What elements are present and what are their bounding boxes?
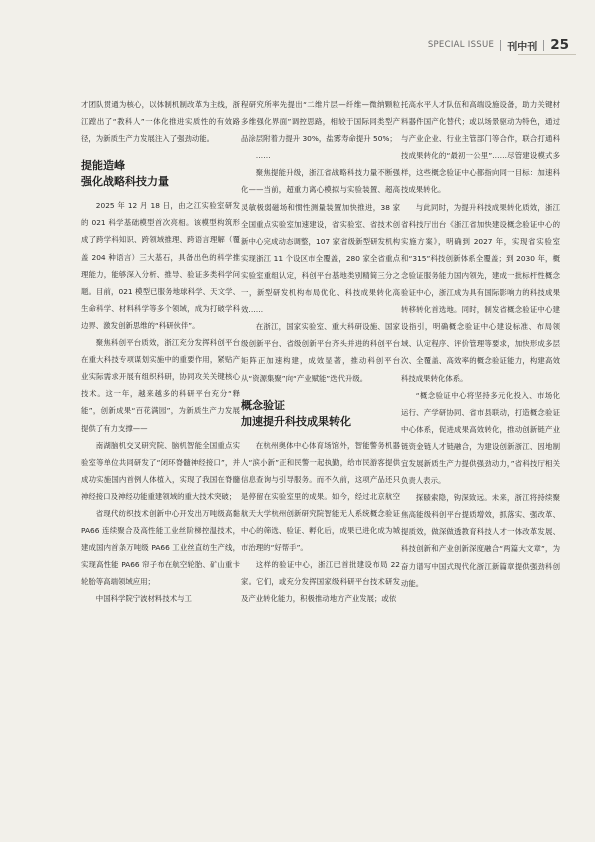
- header-rule: [518, 54, 576, 55]
- paragraph: 南湖脑机交叉研究院、脑机智能全国重点实验室等单位共同研发了“闭环脊髓神经接口”，并成功实施国内首例人体植入，实现了我国在脊髓神经接口及神经功能重建领域的重大技术突破；: [81, 440, 240, 501]
- ellipsis: ……: [255, 151, 271, 161]
- column-3: [401, 96, 560, 592]
- header-divider: [500, 40, 501, 51]
- running-header: [428, 36, 569, 54]
- paragraph: 在浙江，国家实验室、重大科研设施、国家级创新平台、省级创新平台齐头并进的科创平台矩阵正加速构建，成效显著，推动科创平台从“资源集聚”向“产业赋能”迭代升级。: [241, 322, 400, 383]
- section-heading-line: 加速提升科技成果转化: [241, 414, 351, 428]
- paragraph: 程研究所率先提出“二维片层—纤维—微纳颗粒多维强化界面”调控思路，相较于国际同类型产品涂层附着力提升 30%，盐雾寿命提升 50%；: [241, 100, 400, 144]
- column-2: [241, 96, 400, 608]
- section-heading-line: 强化战略科技力量: [81, 175, 169, 189]
- section-label: SPECIAL ISSUE: [427, 40, 495, 50]
- paragraph: 聚焦科创平台质效，浙江充分发挥科创平台在重大科技专项谋划实施中的重要作用，紧贴产业实际需求开展有组织科研，协同攻关关键核心技术。这一年，越来越多的科研平台充分“释能”，创新成果“百花满园”，为新质生产力发展提供了有力支撑——: [81, 338, 240, 433]
- section-heading-line: 概念验证: [241, 398, 285, 412]
- paragraph: 托高水平人才队伍和高端设施设备，助力关键材料器件国产化替代；或以场景驱动为特色，通过与产业企业、行业主管部门等合作，联合打通科技成果转化的“最初一公里”……尽管建设模式多样，这些概念验证中心都指向同一目标：加速科技成果转化。: [401, 100, 560, 195]
- paragraph: 2025 年 12 月 18 日，由之江实验室研发的 021 科学基础模型首次亮相。该模型构筑形成了跨学科知识、跨领域推理、跨语言理解（覆盖 204 种语言）三大基石，具备出色的科学推理能力，能够深入分析、推导、验证多类科学问题。目前，021 模型已服务地球科学、天文学、生命科学、材料科学等多个领域，成为打破学科边界、激发创新思维的“科研伙伴”。: [81, 201, 240, 330]
- publication-name: 刊中刊: [507, 41, 538, 53]
- paragraph: 聚焦提能升级，浙江省战略科技力量不断强化——当前，超重力离心模拟与实验装置、超高灵敏极弱磁场和惯性测量装置加快推进，38 家全国重点实验室加速建设，省实验室、省技术创新中心完成动态调整，107 家省级新型研发机构实现浙江 11 个设区市全覆盖，280 家全省重点实验室重组认定，科创平台基地类别精简三分之一，新型研发机构布局优化、科技成果转化高效……: [241, 168, 400, 315]
- paragraph: 在杭州奥体中心体育场馆外，智能警务机器人“滨小新”正和民警一起执勤，给市民游客提供信息查询与引导服务。而不久前，这项产品还只是停留在实验室里的成果。如今，经过北京航空航天大学杭州创新研究院智能无人系统概念验证中心的筛选、验证、孵化后，成果已进化成为城市治理的“好帮手”。: [241, 440, 400, 553]
- page-number: 25: [550, 37, 569, 53]
- paragraph: 探赜索隐，钩深致远。未来，浙江将持续聚焦高能级科创平台提质增效，抓落实、强改革、提质效，做深做透教育科技人才一体改革发展、科技创新和产业创新深度融合“两篇大文章”，为奋力谱写中国式现代化浙江新篇章提供强劲科创动能。: [401, 493, 560, 588]
- paragraph: 与此同时，为提升科技成果转化质效，浙江省科技厅出台《浙江省加快建设概念验证中心的实施方案》，明确到 2027 年，实现省实验室和“315”科技创新体系全覆盖；到 2030 年，概念验证服务能力国内领先，建成一批标杆性概念验证中心，浙江成为具有国际影响力的科技成果转移转化首选地。同时，制发省概念验证中心建设指引，明确概念验证中心建设标准、布局领域、认定程序、评价管理等要求，加快形成多层次、全覆盖、高效率的概念验证能力，构建高效科技成果转化体系。: [401, 202, 560, 383]
- header-divider: [543, 40, 544, 51]
- section-heading: [81, 158, 240, 190]
- paragraph: “概念验证中心将坚持多元化投入、市场化运行、产学研协同、省市县联动，打造概念验证中心体系，促进成果高效转化，推动创新链产业链资金链人才链融合，为建设创新浙江、因地制宜发展新质生产力提供强劲动力，”省科技厅相关负责人表示。: [401, 390, 560, 486]
- section-heading: [241, 398, 400, 430]
- paragraph: 这样的验证中心，浙江已首批建设布局 22 家。它们，或充分发挥国家级科研平台技术研发及产业转化能力，积极推动地方产业发展；或依: [241, 560, 400, 604]
- paragraph: 才团队贯通为核心，以体制机制改革为主线，浙江蹚出了“教科人”一体化推进实质性的有效路径，为新质生产力发展注入了强劲动能。: [81, 100, 240, 144]
- paragraph: 中国科学院宁波材料技术与工: [95, 594, 192, 604]
- paragraph: 省现代纺织技术创新中心开发出万吨级高黏 PA66 连续聚合及高性能工业丝阶梯控温技术，建成国内首条万吨级 PA66 工业丝直纺生产线，实现高性能 PA66 帘子布在航空轮胎、矿山重卡轮胎等高端领域应用；: [81, 508, 240, 587]
- section-heading-line: 提能造峰: [81, 159, 125, 173]
- column-1: [81, 96, 240, 608]
